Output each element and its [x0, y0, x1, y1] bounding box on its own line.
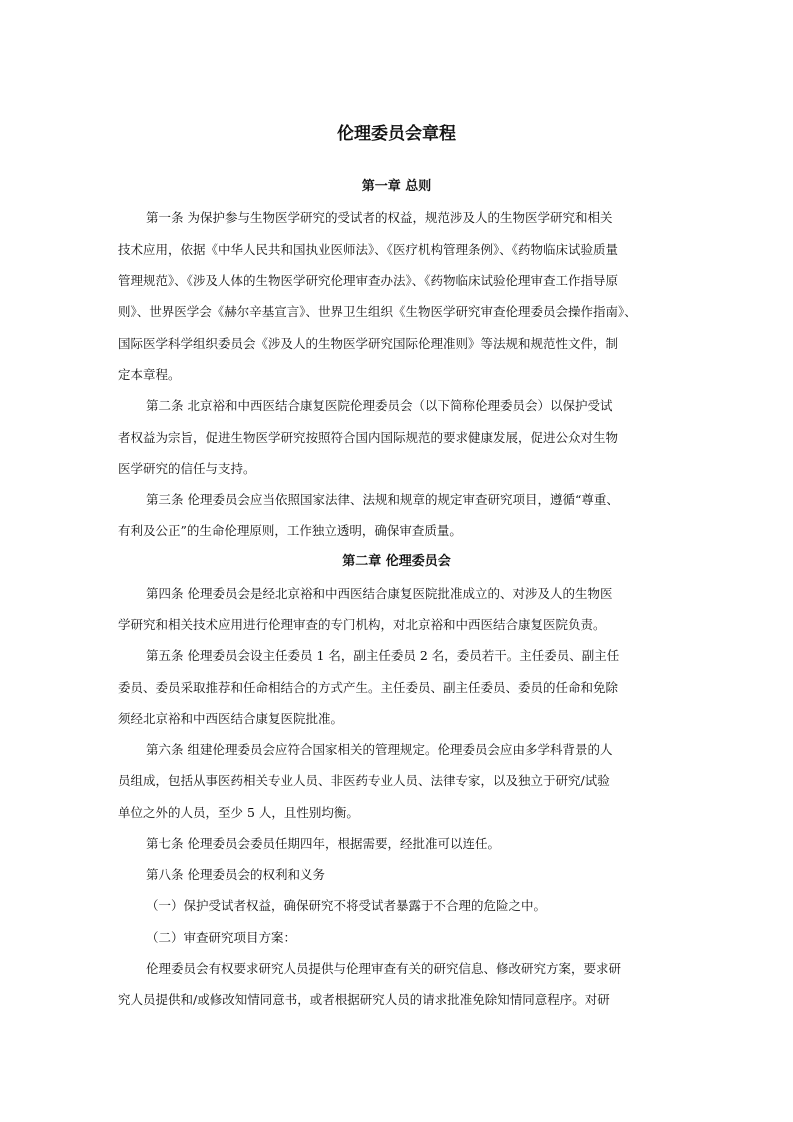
chapter-heading-2: 第二章 伦理委员会: [342, 554, 451, 569]
text-line: （一）保护受试者权益，确保研究不将受试者暴露于不合理的危险之中。: [146, 898, 547, 913]
text-line: 员组成，包括从事医药相关专业人员、非医药专业人员、法律专家，以及独立于研究/试验: [118, 773, 610, 788]
text-line: 第五条 伦理委员会设主任委员 1 名，副主任委员 2 名，委员若干。主任委员、副主任: [146, 648, 620, 663]
text-line: 第二条 北京裕和中西医结合康复医院伦理委员会（以下简称伦理委员会）以保护受试: [146, 398, 613, 413]
text-line: 学研究和相关技术应用进行伦理审查的专门机构，对北京裕和中西医结合康复医院负责。: [118, 617, 606, 632]
document-title: 伦理委员会章程: [337, 124, 456, 144]
text-line: 究人员提供和/或修改知情同意书，或者根据研究人员的请求批准免除知情同意程序。对研: [118, 992, 610, 1007]
text-line: 第六条 组建伦理委员会应符合国家相关的管理规定。伦理委员会应由多学科背景的人: [146, 742, 613, 757]
text-line: 者权益为宗旨，促进生物医学研究按照符合国内国际规范的要求健康发展，促进公众对生物: [118, 430, 619, 445]
text-line: 定本章程。: [118, 367, 181, 382]
text-line: 技术应用，依据《中华人民共和国执业医师法》、《医疗机构管理条例》、《药物临床试验质量: [118, 242, 619, 257]
text-line: 单位之外的人员，至少 5 人，且性别均衡。: [118, 805, 359, 820]
text-line: 有利及公正”的生命伦理原则，工作独立透明，确保审查质量。: [118, 523, 462, 538]
chapter-heading-1: 第一章 总则: [361, 179, 432, 194]
text-line: 第三条 伦理委员会应当依照国家法律、法规和规章的规定审查研究项目，遵循“尊重、: [146, 492, 619, 507]
text-line: 伦理委员会有权要求研究人员提供与伦理审查有关的研究信息、修改研究方案，要求研: [146, 961, 622, 976]
text-line: 国际医学科学组织委员会《涉及人的生物医学研究国际伦理准则》等法规和规范性文件，制: [118, 336, 619, 351]
text-line: 委员、委员采取推荐和任命相结合的方式产生。主任委员、副主任委员、委员的任命和免除: [118, 680, 619, 695]
text-line: 医学研究的信任与支持。: [118, 461, 256, 476]
text-line: 第一条 为保护参与生物医学研究的受试者的权益，规范涉及人的生物医学研究和相关: [146, 210, 613, 225]
text-line: 管理规范》、《涉及人体的生物医学研究伦理审查办法》、《药物临床试验伦理审查工作指导原: [118, 273, 619, 288]
text-line: 第四条 伦理委员会是经北京裕和中西医结合康复医院批准成立的、对涉及人的生物医: [146, 586, 613, 601]
text-line: 第八条 伦理委员会的权利和义务: [146, 867, 325, 882]
text-line: 第七条 伦理委员会委员任期四年，根据需要，经批准可以连任。: [146, 836, 500, 851]
text-line: 须经北京裕和中西医结合康复医院批准。: [118, 711, 344, 726]
text-line: （二）审查研究项目方案：: [146, 930, 297, 945]
text-line: 则》、世界医学会《赫尔辛基宣言》、世界卫生组织《生物医学研究审查伦理委员会操作指南》、: [118, 304, 637, 319]
